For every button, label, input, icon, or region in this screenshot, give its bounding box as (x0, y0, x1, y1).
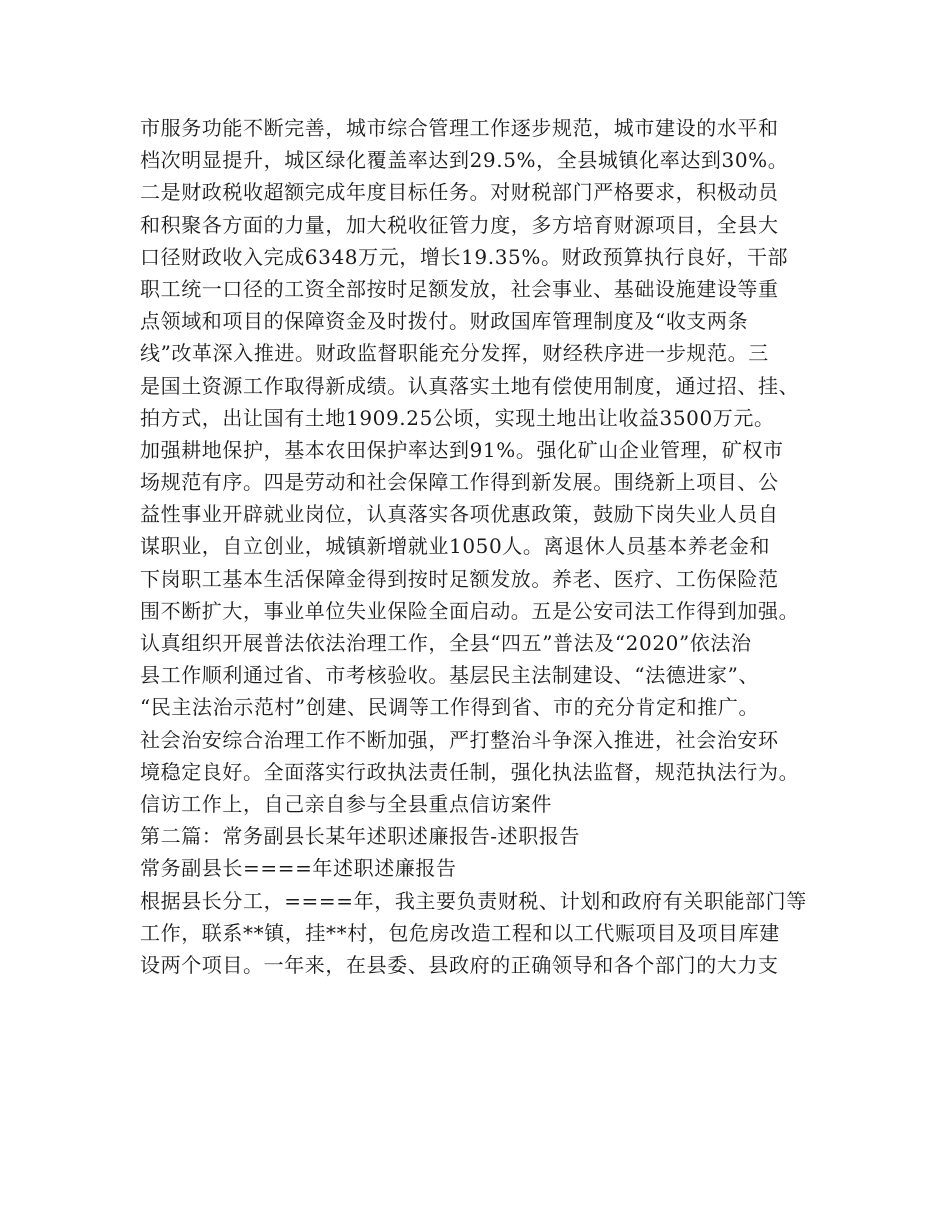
text-line: 档次明显提升，城区绿化覆盖率达到29.5%，全县城镇化率达到30%。 (140, 148, 789, 173)
text-line: 根据县长分工，====年，我主要负责财税、计划和政府有关职能部门等 (140, 888, 807, 913)
text-line: “民主法治示范村”创建、民调等工作得到省、市的充分肯定和推广。 (140, 695, 760, 720)
text-line: 下岗职工基本生活保障金得到按时足额发放。养老、医疗、工伤保险范 (140, 566, 779, 591)
text-line: 工作，联系**镇，挂**村，包危房改造工程和以工代赈项目及项目库建 (140, 920, 780, 945)
text-line: 信访工作上，自己亲自参与全县重点信访案件 (140, 791, 552, 816)
text-line: 境稳定良好。全面落实行政执法责任制，强化执法监督，规范执法行为。 (140, 759, 800, 784)
text-line: 设两个项目。一年来，在县委、县政府的正确领导和各个部门的大力支 (140, 952, 779, 977)
text-line: 认真组织开展普法依法治理工作，全县“四五”普法及“2020”依法治 (140, 631, 752, 655)
text-line: 是国土资源工作取得新成绩。认真落实土地有偿使用制度，通过招、挂、 (140, 373, 800, 398)
text-line: 职工统一口径的工资全部按时足额发放，社会事业、基础设施建设等重 (140, 276, 779, 301)
text-line: 口径财政收入完成6348万元，增长19.35%。财政预算执行良好，干部 (140, 244, 789, 269)
text-line: 益性事业开辟就业岗位，认真落实各项优惠政策，鼓励下岗失业人员自 (140, 502, 779, 527)
text-line: 二是财政税收超额完成年度目标任务。对财税部门严格要求，积极动员 (140, 180, 779, 205)
text-line: 社会治安综合治理工作不断加强，严打整治斗争深入推进，社会治安环 (140, 727, 779, 752)
text-line: 市服务功能不断完善，城市综合管理工作逐步规范，城市建设的水平和 (140, 116, 779, 140)
text-line: 拍方式，出让国有土地1909.25公顷，实现土地出让收益3500万元。 (140, 405, 775, 430)
text-line: 点领域和项目的保障资金及时拨付。财政国库管理制度及“收支两条 (140, 309, 749, 334)
section-heading: 第二篇：常务副县长某年述职述廉报告-述职报告 (140, 824, 580, 849)
text-line: 围不断扩大，事业单位失业保险全面启动。五是公安司法工作得到加强。 (140, 598, 800, 623)
text-line: 加强耕地保护，基本农田保护率达到91%。强化矿山企业管理，矿权市 (140, 437, 784, 462)
report-title: 常务副县长====年述职述廉报告 (140, 856, 457, 881)
text-line: 场规范有序。四是劳动和社会保障工作得到新发展。围绕新上项目、公 (140, 470, 779, 495)
body-text (140, 112, 840, 981)
text-line: 线”改革深入推进。财政监督职能充分发挥，财经秩序进一步规范。三 (140, 341, 769, 366)
text-line: 和积聚各方面的力量，加大税收征管力度，多方培育财源项目，全县大 (140, 212, 779, 237)
text-line: 谋职业，自立创业，城镇新增就业1050人。离退休人员基本养老金和 (140, 534, 771, 559)
text-line: 县工作顺利通过省、市考核验收。基层民主法制建设、“法德进家”、 (140, 663, 760, 688)
